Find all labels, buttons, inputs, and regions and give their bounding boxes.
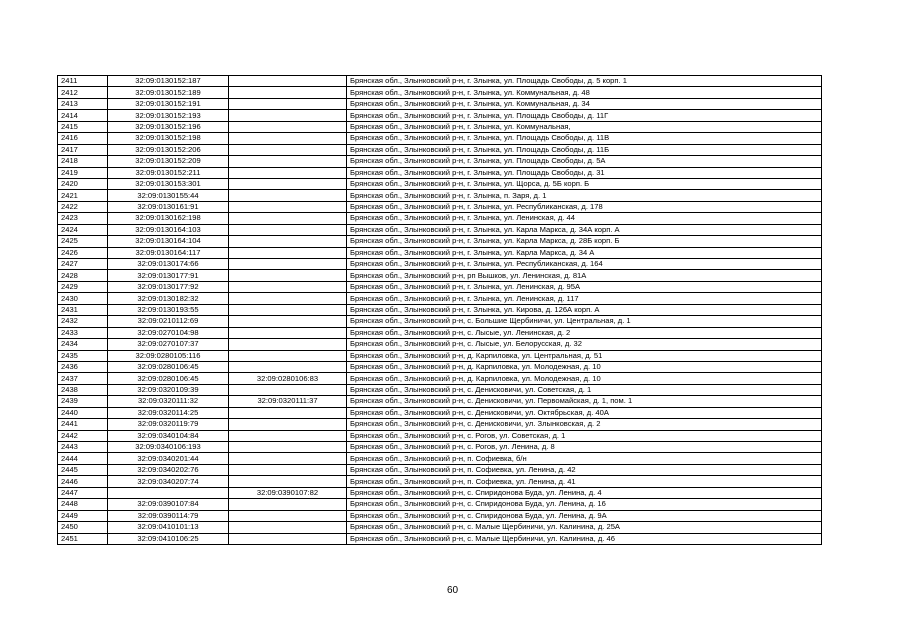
- row-number-cell: 2411: [58, 76, 108, 87]
- table-row: [58, 270, 822, 281]
- table-row: [58, 224, 822, 235]
- table-row: [58, 293, 822, 304]
- related-cadastral-number-cell: [229, 384, 347, 395]
- address-cell: Брянская обл., Злынковский р-н, г. Злынка, ул. Карла Маркса, д. 34 А: [347, 247, 822, 258]
- related-cadastral-number-cell: [229, 156, 347, 167]
- address-cell: Брянская обл., Злынковский р-н, г. Злынка, ул. Щорса, д. 5Б корп. Б: [347, 178, 822, 189]
- cadastral-number-cell: 32:09:0340201:44: [108, 453, 229, 464]
- related-cadastral-number-cell: [229, 213, 347, 224]
- related-cadastral-number-cell: [229, 499, 347, 510]
- related-cadastral-number-cell: [229, 110, 347, 121]
- table-row: [58, 156, 822, 167]
- row-number-cell: 2450: [58, 522, 108, 533]
- address-cell: Брянская обл., Злынковский р-н, г. Злынка, ул. Площадь Свободы, д. 11Б: [347, 144, 822, 155]
- cadastral-number-cell: 32:09:0130152:196: [108, 121, 229, 132]
- table-row: [58, 499, 822, 510]
- table-row: [58, 110, 822, 121]
- table-row: [58, 327, 822, 338]
- table-row: [58, 396, 822, 407]
- table-row: [58, 510, 822, 521]
- table-row: [58, 487, 822, 498]
- cadastral-number-cell: 32:09:0130152:198: [108, 133, 229, 144]
- register-table-body: [58, 76, 822, 545]
- address-cell: Брянская обл., Злынковский р-н, с. Лысые, ул. Белорусская, д. 32: [347, 339, 822, 350]
- cadastral-number-cell: 32:09:0130152:193: [108, 110, 229, 121]
- row-number-cell: 2449: [58, 510, 108, 521]
- address-cell: Брянская обл., Злынковский р-н, д. Карпиловка, ул. Центральная, д. 51: [347, 350, 822, 361]
- address-cell: Брянская обл., Злынковский р-н, с. Лысые, ул. Ленинская, д. 2: [347, 327, 822, 338]
- related-cadastral-number-cell: [229, 430, 347, 441]
- address-cell: Брянская обл., Злынковский р-н, г. Злынка, ул. Ленинская, д. 95А: [347, 281, 822, 292]
- cadastral-number-cell: 32:09:0130152:206: [108, 144, 229, 155]
- table-row: [58, 167, 822, 178]
- related-cadastral-number-cell: [229, 144, 347, 155]
- table-row: [58, 533, 822, 544]
- address-cell: Брянская обл., Злынковский р-н, г. Злынка, ул. Ленинская, д. 44: [347, 213, 822, 224]
- table-row: [58, 201, 822, 212]
- related-cadastral-number-cell: [229, 270, 347, 281]
- row-number-cell: 2412: [58, 87, 108, 98]
- table-row: [58, 281, 822, 292]
- table-row: [58, 453, 822, 464]
- cadastral-number-cell: 32:09:0130155:44: [108, 190, 229, 201]
- related-cadastral-number-cell: [229, 327, 347, 338]
- row-number-cell: 2447: [58, 487, 108, 498]
- table-row: [58, 213, 822, 224]
- related-cadastral-number-cell: [229, 259, 347, 270]
- row-number-cell: 2445: [58, 464, 108, 475]
- row-number-cell: 2448: [58, 499, 108, 510]
- address-cell: Брянская обл., Злынковский р-н, г. Злынка, п. Заря, д. 1: [347, 190, 822, 201]
- page-number: 60: [446, 585, 459, 596]
- cadastral-number-cell: 32:09:0270104:98: [108, 327, 229, 338]
- row-number-cell: 2429: [58, 281, 108, 292]
- row-number-cell: 2413: [58, 98, 108, 109]
- address-cell: Брянская обл., Злынковский р-н, г. Злынка, ул. Кирова, д. 126А корп. А: [347, 304, 822, 315]
- cadastral-number-cell: 32:09:0130177:92: [108, 281, 229, 292]
- table-row: [58, 236, 822, 247]
- cadastral-number-cell: 32:09:0280106:45: [108, 373, 229, 384]
- related-cadastral-number-cell: [229, 87, 347, 98]
- row-number-cell: 2419: [58, 167, 108, 178]
- cadastral-number-cell: 32:09:0130193:55: [108, 304, 229, 315]
- address-cell: Брянская обл., Злынковский р-н, г. Злынка, ул. Площадь Свободы, д. 5А: [347, 156, 822, 167]
- table-row: [58, 361, 822, 372]
- related-cadastral-number-cell: [229, 201, 347, 212]
- address-cell: Брянская обл., Злынковский р-н, г. Злынка, ул. Республиканская, д. 178: [347, 201, 822, 212]
- related-cadastral-number-cell: [229, 293, 347, 304]
- table-row: [58, 259, 822, 270]
- cadastral-number-cell: 32:09:0130177:91: [108, 270, 229, 281]
- row-number-cell: 2418: [58, 156, 108, 167]
- cadastral-number-cell: 32:09:0130182:32: [108, 293, 229, 304]
- cadastral-number-cell: 32:09:0320109:39: [108, 384, 229, 395]
- table-row: [58, 190, 822, 201]
- cadastral-number-cell: 32:09:0130152:191: [108, 98, 229, 109]
- cadastral-number-cell: 32:09:0280105:116: [108, 350, 229, 361]
- row-number-cell: 2432: [58, 316, 108, 327]
- row-number-cell: 2426: [58, 247, 108, 258]
- row-number-cell: 2416: [58, 133, 108, 144]
- related-cadastral-number-cell: [229, 224, 347, 235]
- address-cell: Брянская обл., Злынковский р-н, с. Спиридонова Буда, ул. Ленина, д. 16: [347, 499, 822, 510]
- address-cell: Брянская обл., Злынковский р-н, г. Злынка, ул. Площадь Свободы, д. 5 корп. 1: [347, 76, 822, 87]
- row-number-cell: 2421: [58, 190, 108, 201]
- row-number-cell: 2433: [58, 327, 108, 338]
- cadastral-number-cell: 32:09:0130174:66: [108, 259, 229, 270]
- row-number-cell: 2425: [58, 236, 108, 247]
- table-row: [58, 98, 822, 109]
- row-number-cell: 2436: [58, 361, 108, 372]
- row-number-cell: 2441: [58, 419, 108, 430]
- cadastral-number-cell: 32:09:0130152:187: [108, 76, 229, 87]
- table-row: [58, 384, 822, 395]
- address-cell: Брянская обл., Злынковский р-н, г. Злынка, ул. Республиканская, д. 164: [347, 259, 822, 270]
- table-row: [58, 316, 822, 327]
- row-number-cell: 2422: [58, 201, 108, 212]
- related-cadastral-number-cell: [229, 98, 347, 109]
- row-number-cell: 2424: [58, 224, 108, 235]
- address-cell: Брянская обл., Злынковский р-н, д. Карпиловка, ул. Молодежная, д. 10: [347, 361, 822, 372]
- related-cadastral-number-cell: [229, 350, 347, 361]
- row-number-cell: 2437: [58, 373, 108, 384]
- address-cell: Брянская обл., Злынковский р-н, с. Спиридонова Буда, ул. Ленина, д. 4: [347, 487, 822, 498]
- row-number-cell: 2427: [58, 259, 108, 270]
- address-cell: Брянская обл., Злынковский р-н, п. Софиевка, ул. Ленина, д. 41: [347, 476, 822, 487]
- cadastral-number-cell: 32:09:0320114:25: [108, 407, 229, 418]
- cadastral-number-cell: 32:09:0340207:74: [108, 476, 229, 487]
- cadastral-number-cell: 32:09:0130164:117: [108, 247, 229, 258]
- cadastral-number-cell: 32:09:0130152:209: [108, 156, 229, 167]
- related-cadastral-number-cell: 32:09:0280106:83: [229, 373, 347, 384]
- related-cadastral-number-cell: [229, 76, 347, 87]
- table-row: [58, 407, 822, 418]
- address-cell: Брянская обл., Злынковский р-н, г. Злынка, ул. Карла Маркса, д. 34А корп. А: [347, 224, 822, 235]
- address-cell: Брянская обл., Злынковский р-н, г. Злынка, ул. Площадь Свободы, д. 11Г: [347, 110, 822, 121]
- table-row: [58, 339, 822, 350]
- related-cadastral-number-cell: [229, 533, 347, 544]
- row-number-cell: 2414: [58, 110, 108, 121]
- related-cadastral-number-cell: [229, 339, 347, 350]
- table-row: [58, 304, 822, 315]
- row-number-cell: 2440: [58, 407, 108, 418]
- table-row: [58, 144, 822, 155]
- table-row: [58, 419, 822, 430]
- row-number-cell: 2420: [58, 178, 108, 189]
- cadastral-number-cell: 32:09:0390114:79: [108, 510, 229, 521]
- row-number-cell: 2442: [58, 430, 108, 441]
- address-cell: Брянская обл., Злынковский р-н, с. Денисковичи, ул. Советская, д. 1: [347, 384, 822, 395]
- address-cell: Брянская обл., Злынковский р-н, с. Рогов, ул. Советская, д. 1: [347, 430, 822, 441]
- table-row: [58, 430, 822, 441]
- related-cadastral-number-cell: [229, 247, 347, 258]
- cadastral-number-cell: 32:09:0210112:69: [108, 316, 229, 327]
- cadastral-number-cell: 32:09:0130164:103: [108, 224, 229, 235]
- cadastral-number-cell: 32:09:0340202:76: [108, 464, 229, 475]
- cadastral-number-cell: 32:09:0130161:91: [108, 201, 229, 212]
- address-cell: Брянская обл., Злынковский р-н, с. Спиридонова Буда, ул. Ленина, д. 9А: [347, 510, 822, 521]
- row-number-cell: 2438: [58, 384, 108, 395]
- related-cadastral-number-cell: [229, 453, 347, 464]
- cadastral-number-cell: 32:09:0340106:193: [108, 442, 229, 453]
- address-cell: Брянская обл., Злынковский р-н, с. Большие Щербиничи, ул. Центральная, д. 1: [347, 316, 822, 327]
- related-cadastral-number-cell: [229, 442, 347, 453]
- cadastral-number-cell: 32:09:0320119:79: [108, 419, 229, 430]
- cadastral-number-cell: 32:09:0410106:25: [108, 533, 229, 544]
- cadastral-number-cell: 32:09:0340104:84: [108, 430, 229, 441]
- table-row: [58, 247, 822, 258]
- address-cell: Брянская обл., Злынковский р-н, с. Денисковичи, ул. Октябрьская, д. 40А: [347, 407, 822, 418]
- row-number-cell: 2435: [58, 350, 108, 361]
- row-number-cell: 2428: [58, 270, 108, 281]
- address-cell: Брянская обл., Злынковский р-н, с. Денисковичи, ул. Злынковская, д. 2: [347, 419, 822, 430]
- related-cadastral-number-cell: [229, 361, 347, 372]
- cadastral-number-cell: 32:09:0130152:211: [108, 167, 229, 178]
- address-cell: Брянская обл., Злынковский р-н, г. Злынка, ул. Площадь Свободы, д. 11В: [347, 133, 822, 144]
- row-number-cell: 2443: [58, 442, 108, 453]
- table-row: [58, 87, 822, 98]
- address-cell: Брянская обл., Злынковский р-н, г. Злынка, ул. Ленинская, д. 117: [347, 293, 822, 304]
- related-cadastral-number-cell: [229, 419, 347, 430]
- related-cadastral-number-cell: [229, 522, 347, 533]
- table-row: [58, 121, 822, 132]
- row-number-cell: 2451: [58, 533, 108, 544]
- related-cadastral-number-cell: [229, 121, 347, 132]
- related-cadastral-number-cell: [229, 316, 347, 327]
- address-cell: Брянская обл., Злынковский р-н, с. Малые Щербиничи, ул. Калинина, д. 46: [347, 533, 822, 544]
- cadastral-number-cell: [108, 487, 229, 498]
- cadastral-number-cell: 32:09:0280106:45: [108, 361, 229, 372]
- related-cadastral-number-cell: 32:09:0390107:82: [229, 487, 347, 498]
- table-row: [58, 350, 822, 361]
- table-row: [58, 76, 822, 87]
- address-cell: Брянская обл., Злынковский р-н, с. Рогов, ул. Ленина, д. 8: [347, 442, 822, 453]
- related-cadastral-number-cell: [229, 476, 347, 487]
- related-cadastral-number-cell: [229, 167, 347, 178]
- related-cadastral-number-cell: [229, 304, 347, 315]
- cadastral-number-cell: 32:09:0130164:104: [108, 236, 229, 247]
- address-cell: Брянская обл., Злынковский р-н, г. Злынка, ул. Карла Маркса, д. 28Б корп. Б: [347, 236, 822, 247]
- table-row: [58, 464, 822, 475]
- cadastral-number-cell: 32:09:0320111:32: [108, 396, 229, 407]
- address-cell: Брянская обл., Злынковский р-н, г. Злынка, ул. Коммунальная, д. 34: [347, 98, 822, 109]
- cadastral-number-cell: 32:09:0390107:84: [108, 499, 229, 510]
- address-cell: Брянская обл., Злынковский р-н, с. Денисковичи, ул. Первомайская, д. 1, пом. 1: [347, 396, 822, 407]
- cadastral-number-cell: 32:09:0270107:37: [108, 339, 229, 350]
- cadastral-number-cell: 32:09:0130152:189: [108, 87, 229, 98]
- row-number-cell: 2444: [58, 453, 108, 464]
- table-row: [58, 522, 822, 533]
- row-number-cell: 2423: [58, 213, 108, 224]
- table-row: [58, 476, 822, 487]
- row-number-cell: 2439: [58, 396, 108, 407]
- table-row: [58, 133, 822, 144]
- address-cell: Брянская обл., Злынковский р-н, г. Злынка, ул. Коммунальная,: [347, 121, 822, 132]
- address-cell: Брянская обл., Злынковский р-н, г. Злынка, ул. Площадь Свободы, д. 31: [347, 167, 822, 178]
- row-number-cell: 2430: [58, 293, 108, 304]
- property-register-table: [57, 75, 822, 545]
- related-cadastral-number-cell: [229, 407, 347, 418]
- cadastral-number-cell: 32:09:0130153:301: [108, 178, 229, 189]
- table-row: [58, 373, 822, 384]
- related-cadastral-number-cell: [229, 281, 347, 292]
- related-cadastral-number-cell: [229, 190, 347, 201]
- address-cell: Брянская обл., Злынковский р-н, с. Малые Щербиничи, ул. Калинина, д. 25А: [347, 522, 822, 533]
- related-cadastral-number-cell: 32:09:0320111:37: [229, 396, 347, 407]
- address-cell: Брянская обл., Злынковский р-н, п. Софиевка, б/н: [347, 453, 822, 464]
- row-number-cell: 2415: [58, 121, 108, 132]
- row-number-cell: 2446: [58, 476, 108, 487]
- address-cell: Брянская обл., Злынковский р-н, п. Софиевка, ул. Ленина, д. 42: [347, 464, 822, 475]
- related-cadastral-number-cell: [229, 178, 347, 189]
- related-cadastral-number-cell: [229, 510, 347, 521]
- table-row: [58, 178, 822, 189]
- related-cadastral-number-cell: [229, 236, 347, 247]
- address-cell: Брянская обл., Злынковский р-н, г. Злынка, ул. Коммунальная, д. 48: [347, 87, 822, 98]
- table-row: [58, 442, 822, 453]
- cadastral-number-cell: 32:09:0410101:13: [108, 522, 229, 533]
- address-cell: Брянская обл., Злынковский р-н, д. Карпиловка, ул. Молодежная, д. 10: [347, 373, 822, 384]
- related-cadastral-number-cell: [229, 133, 347, 144]
- row-number-cell: 2434: [58, 339, 108, 350]
- address-cell: Брянская обл., Злынковский р-н, рп Вышков, ул. Ленинская, д. 81А: [347, 270, 822, 281]
- related-cadastral-number-cell: [229, 464, 347, 475]
- row-number-cell: 2431: [58, 304, 108, 315]
- cadastral-number-cell: 32:09:0130162:198: [108, 213, 229, 224]
- row-number-cell: 2417: [58, 144, 108, 155]
